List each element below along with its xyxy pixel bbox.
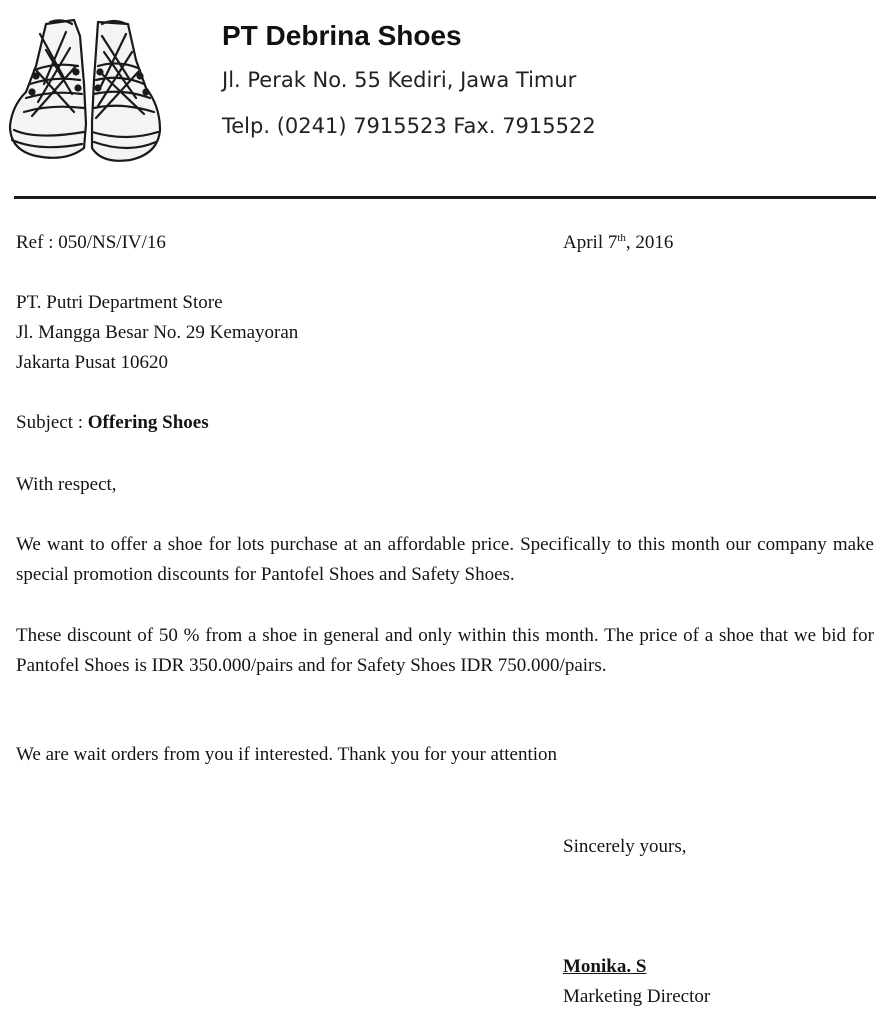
reference-label: Ref <box>16 232 44 253</box>
recipient-name: PT. Putri Department Store <box>16 292 223 313</box>
recipient-city: Jakarta Pusat 10620 <box>16 352 168 373</box>
subject-value: Offering Shoes <box>87 412 209 433</box>
reference-separator: : <box>48 232 54 253</box>
company-contact: Telp. (0241) 7915523 Fax. 7915522 <box>222 114 596 138</box>
complimentary-close: Sincerely yours, <box>563 836 687 857</box>
salutation: With respect, <box>16 474 117 495</box>
body-paragraph-2: These discount of 50 % from a shoe in general and only within this month. The price of a shoe that we bid for Pantofel Shoes is IDR 350.000/pairs and for Safety Shoes IDR 750.000/pairs. <box>16 625 874 676</box>
reference-number: 050/NS/IV/16 <box>58 232 166 253</box>
recipient-street: Jl. Mangga Besar No. 29 Kemayoran <box>16 322 299 343</box>
date-year: , 2016 <box>625 232 674 253</box>
subject-line <box>16 408 209 438</box>
subject-label: Subject <box>16 412 73 433</box>
company-name: PT Debrina Shoes <box>222 20 462 51</box>
date-month-day: April 7 <box>563 232 618 253</box>
reference-line <box>16 228 166 258</box>
signer-name: Monika. S <box>563 956 647 977</box>
subject-separator: : <box>77 412 84 433</box>
company-logo <box>6 14 164 164</box>
sneakers-icon <box>6 14 164 164</box>
letter-date <box>563 228 673 258</box>
body-paragraph-3: We are wait orders from you if interested. Thank you for your attention <box>16 744 558 765</box>
body-paragraph-1: We want to offer a shoe for lots purchase at an affordable price. Specifically to this month our company make special promotion discounts for Pantofel Shoes and Safety Shoes. <box>16 534 874 585</box>
company-address: Jl. Perak No. 55 Kediri, Jawa Timur <box>222 68 577 92</box>
header-divider <box>14 196 876 199</box>
signer-title: Marketing Director <box>563 986 711 1007</box>
date-ordinal: th <box>617 232 626 244</box>
